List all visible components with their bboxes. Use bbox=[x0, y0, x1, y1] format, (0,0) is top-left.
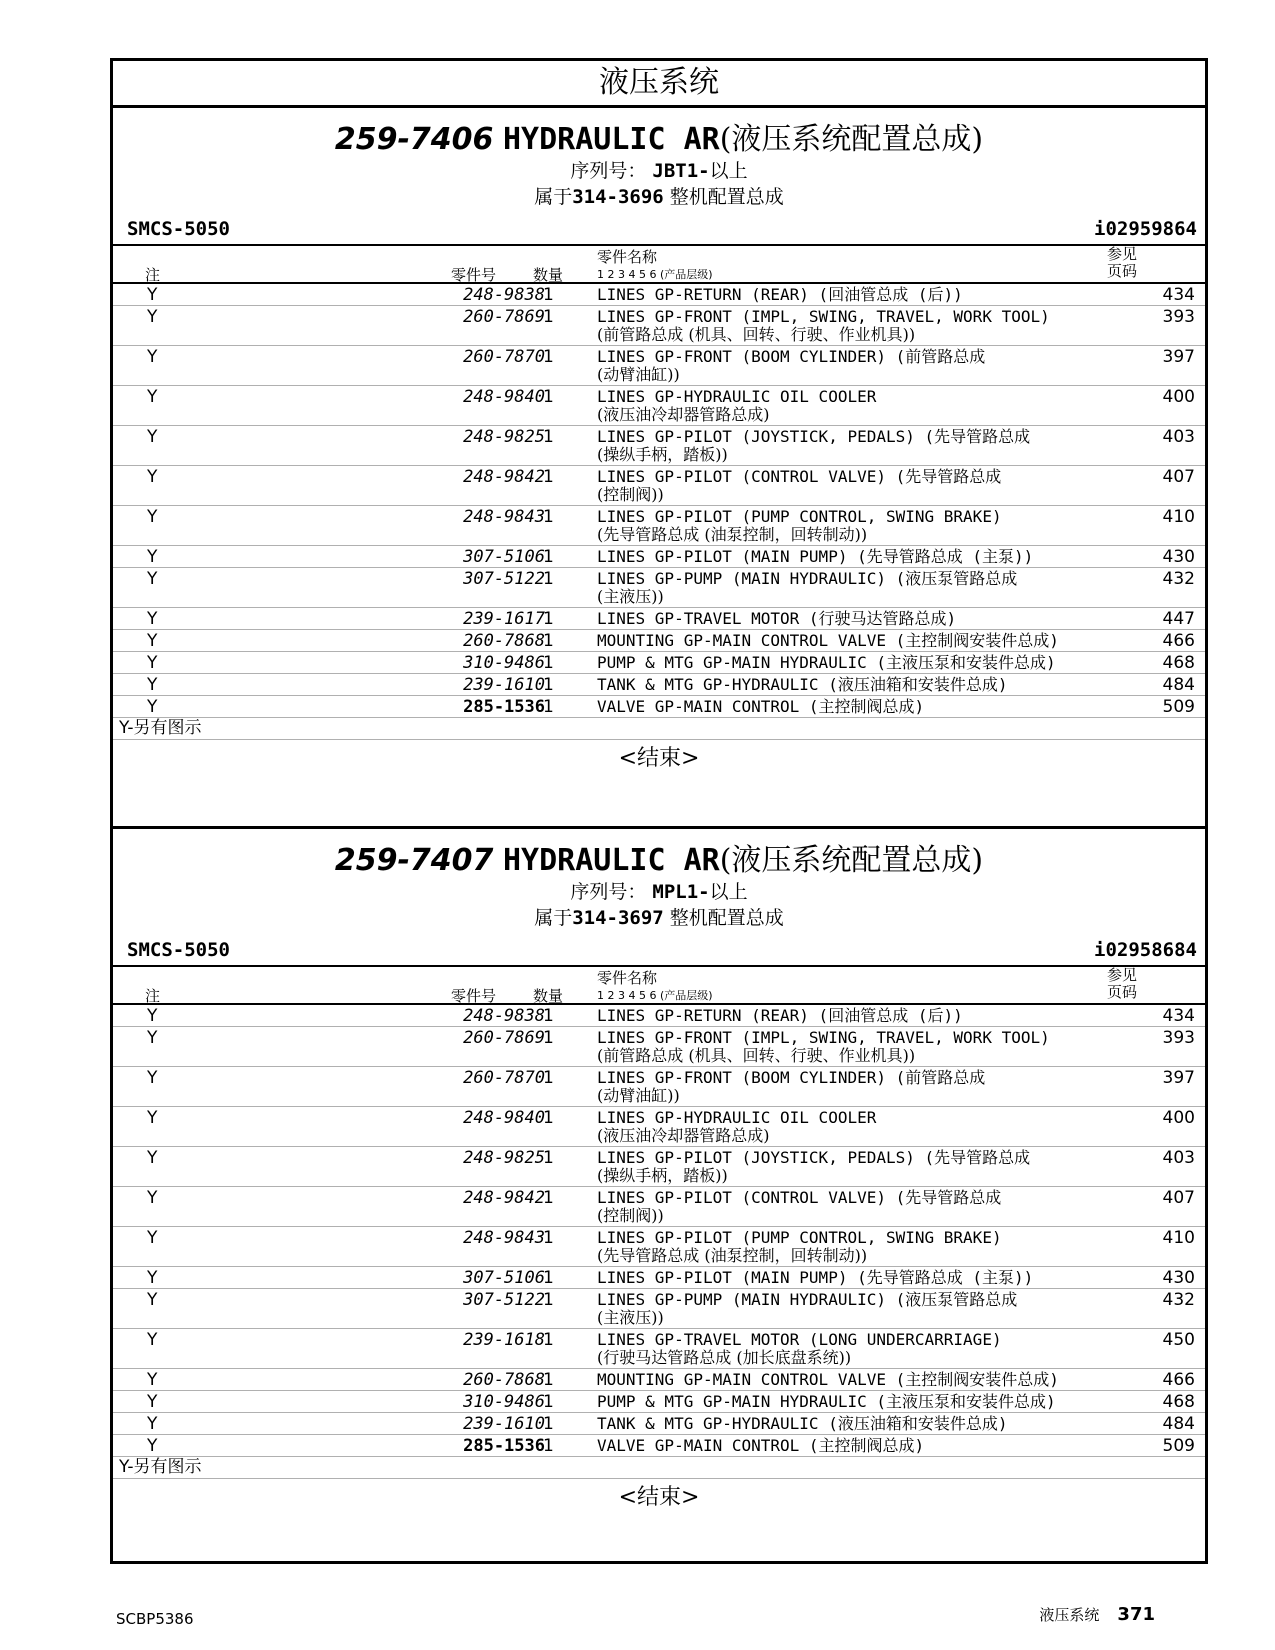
note-cell: Y bbox=[147, 569, 158, 589]
qty-cell: 1 bbox=[543, 1290, 554, 1310]
table-row bbox=[113, 426, 1205, 466]
page-heading: 液压系统 bbox=[113, 61, 1205, 108]
description-line-2: (主液压)) bbox=[597, 587, 664, 606]
part-number-cell: 285-1536 bbox=[463, 1436, 545, 1456]
ref-page-cell: 450 bbox=[1162, 1330, 1195, 1350]
part-number-cell: 248-9843 bbox=[463, 507, 545, 527]
part-number-cell: 248-9843 bbox=[463, 1228, 545, 1248]
part-number-cell: 248-9842 bbox=[463, 467, 545, 487]
ref-page-cell: 468 bbox=[1162, 653, 1195, 673]
table-row bbox=[113, 386, 1205, 426]
note-cell: Y bbox=[147, 1436, 158, 1456]
serial-value: JBT1- bbox=[652, 160, 710, 182]
note-cell: Y bbox=[147, 631, 158, 651]
note-cell: Y bbox=[147, 1414, 158, 1434]
qty-cell: 1 bbox=[543, 1330, 554, 1350]
parent-number: 314-3696 bbox=[572, 186, 664, 208]
ref-page-cell: 400 bbox=[1162, 1108, 1195, 1128]
description-line-2: (先导管路总成 (油泵控制，回转制动)) bbox=[597, 525, 868, 544]
description-cell bbox=[597, 308, 1097, 344]
serial-line bbox=[113, 158, 1205, 184]
description-cell bbox=[597, 1109, 1097, 1145]
part-number-cell: 260-7870 bbox=[463, 1068, 545, 1088]
qty-cell: 1 bbox=[543, 1414, 554, 1434]
description-line: LINES GP-PILOT (PUMP CONTROL, SWING BRAKE) bbox=[597, 1228, 1002, 1247]
section-number: 259-7406 bbox=[334, 122, 494, 157]
description-line: PUMP & MTG GP-MAIN HYDRAULIC (主液压泵和安装件总成) bbox=[597, 1392, 1056, 1411]
qty-cell: 1 bbox=[543, 1188, 554, 1208]
table-row bbox=[113, 466, 1205, 506]
part-number-cell: 307-5106 bbox=[463, 547, 545, 567]
qty-cell: 1 bbox=[543, 1370, 554, 1390]
description-line: LINES GP-PILOT (JOYSTICK, PEDALS) (先导管路总成 bbox=[597, 427, 1031, 446]
qty-cell: 1 bbox=[543, 467, 554, 487]
qty-cell: 1 bbox=[543, 1436, 554, 1456]
description-line-2: (控制阀)) bbox=[597, 485, 664, 504]
note-cell: Y bbox=[147, 1148, 158, 1168]
description-line: LINES GP-FRONT (BOOM CYLINDER) (前管路总成 bbox=[597, 347, 986, 366]
part-number-cell: 248-9840 bbox=[463, 387, 545, 407]
serial-line bbox=[113, 879, 1205, 905]
header-part-no: 零件号 bbox=[451, 266, 497, 284]
footer-section-name: 液压系统 bbox=[1039, 1606, 1100, 1624]
description-line: LINES GP-PUMP (MAIN HYDRAULIC) (液压泵管路总成 bbox=[597, 569, 1018, 588]
description-line: MOUNTING GP-MAIN CONTROL VALVE (主控制阀安装件总成) bbox=[597, 631, 1059, 650]
qty-cell: 1 bbox=[543, 609, 554, 629]
parent-suffix: 整机配置总成 bbox=[669, 907, 784, 929]
footnote: Y-另有图示 bbox=[113, 1457, 1205, 1479]
part-number-cell: 239-1610 bbox=[463, 1414, 545, 1434]
part-number-cell: 239-1610 bbox=[463, 675, 545, 695]
header-ref-line1: 参见 bbox=[1107, 245, 1138, 263]
part-number-cell: 248-9838 bbox=[463, 285, 545, 305]
ref-page-cell: 403 bbox=[1162, 1148, 1195, 1168]
note-cell: Y bbox=[147, 1330, 158, 1350]
header-desc: 零件名称 bbox=[597, 248, 658, 266]
table-row bbox=[113, 1267, 1205, 1289]
footnote: Y-另有图示 bbox=[113, 718, 1205, 740]
description-line-2: (行驶马达管路总成 (加长底盘系统)) bbox=[597, 1348, 852, 1367]
header-ref-line2: 页码 bbox=[1107, 262, 1138, 280]
part-number-cell: 285-1536 bbox=[463, 697, 545, 717]
description-cell bbox=[597, 1291, 1097, 1327]
ref-page-cell: 403 bbox=[1162, 427, 1195, 447]
description-line: LINES GP-PILOT (JOYSTICK, PEDALS) (先导管路总成 bbox=[597, 1148, 1031, 1167]
note-cell: Y bbox=[147, 467, 158, 487]
description-line-2: (前管路总成 (机具、回转、行驶、作业机具)) bbox=[597, 1046, 916, 1065]
smcs-code: SMCS-5050 bbox=[127, 218, 230, 240]
qty-cell: 1 bbox=[543, 347, 554, 367]
qty-cell: 1 bbox=[543, 653, 554, 673]
table-row bbox=[113, 1289, 1205, 1329]
description-line: LINES GP-PILOT (MAIN PUMP) (先导管路总成 (主泵)) bbox=[597, 1268, 1034, 1287]
description-line-2: (液压油冷却器管路总成) bbox=[597, 405, 770, 424]
description-line-2: (动臂油缸)) bbox=[597, 365, 680, 384]
ref-page-cell: 397 bbox=[1162, 1068, 1195, 1088]
description-line-2: (动臂油缸)) bbox=[597, 1086, 680, 1105]
ref-page-cell: 447 bbox=[1162, 609, 1195, 629]
table-header bbox=[113, 246, 1205, 284]
note-cell: Y bbox=[147, 675, 158, 695]
part-number-cell: 310-9486 bbox=[463, 653, 545, 673]
description-cell bbox=[597, 468, 1097, 504]
description-cell bbox=[597, 348, 1097, 384]
parent-number: 314-3697 bbox=[572, 907, 664, 929]
section-number: 259-7407 bbox=[334, 843, 494, 878]
parent-line bbox=[113, 184, 1205, 210]
section-name-cn: (液压系统配置总成) bbox=[719, 843, 984, 878]
note-cell: Y bbox=[147, 1006, 158, 1026]
description-line: PUMP & MTG GP-MAIN HYDRAULIC (主液压泵和安装件总成) bbox=[597, 653, 1056, 672]
section-259-7407 bbox=[113, 829, 1205, 1562]
header-qty: 数量 bbox=[533, 987, 564, 1005]
description-cell bbox=[597, 1331, 1097, 1367]
note-cell: Y bbox=[147, 427, 158, 447]
header-part-no: 零件号 bbox=[451, 987, 497, 1005]
description-cell bbox=[597, 1437, 1097, 1455]
description-line: MOUNTING GP-MAIN CONTROL VALVE (主控制阀安装件总成) bbox=[597, 1370, 1059, 1389]
ref-page-cell: 466 bbox=[1162, 1370, 1195, 1390]
description-line: LINES GP-RETURN (REAR) (回油管总成 (后)) bbox=[597, 285, 963, 304]
parts-table-body bbox=[113, 1005, 1205, 1457]
header-ref bbox=[1107, 246, 1137, 280]
note-cell: Y bbox=[147, 1028, 158, 1048]
table-row bbox=[113, 1329, 1205, 1369]
parent-prefix: 属于 bbox=[534, 186, 573, 208]
table-row bbox=[113, 1067, 1205, 1107]
note-cell: Y bbox=[147, 609, 158, 629]
section-name: HYDRAULIC AR bbox=[502, 122, 720, 157]
ref-page-cell: 410 bbox=[1162, 507, 1195, 527]
ref-page-cell: 432 bbox=[1162, 1290, 1195, 1310]
table-row bbox=[113, 506, 1205, 546]
ref-page-cell: 407 bbox=[1162, 467, 1195, 487]
table-row bbox=[113, 1027, 1205, 1067]
description-line-2: (控制阀)) bbox=[597, 1206, 664, 1225]
description-line-2: (操纵手柄，踏板)) bbox=[597, 445, 728, 464]
ref-page-cell: 509 bbox=[1162, 697, 1195, 717]
description-line: LINES GP-PILOT (PUMP CONTROL, SWING BRAKE) bbox=[597, 507, 1002, 526]
ref-page-cell: 434 bbox=[1162, 285, 1195, 305]
part-number-cell: 239-1617 bbox=[463, 609, 545, 629]
description-line: LINES GP-PILOT (CONTROL VALVE) (先导管路总成 bbox=[597, 467, 1002, 486]
part-number-cell: 260-7868 bbox=[463, 631, 545, 651]
table-row bbox=[113, 1187, 1205, 1227]
qty-cell: 1 bbox=[543, 1148, 554, 1168]
ref-page-cell: 466 bbox=[1162, 631, 1195, 651]
description-cell bbox=[597, 548, 1097, 566]
description-line: TANK & MTG GP-HYDRAULIC (液压油箱和安装件总成) bbox=[597, 675, 1008, 694]
page-footer bbox=[1039, 1604, 1155, 1625]
qty-cell: 1 bbox=[543, 1268, 554, 1288]
description-cell bbox=[597, 1189, 1097, 1225]
qty-cell: 1 bbox=[543, 307, 554, 327]
description-cell bbox=[597, 1069, 1097, 1105]
description-cell bbox=[597, 508, 1097, 544]
description-line: LINES GP-PILOT (MAIN PUMP) (先导管路总成 (主泵)) bbox=[597, 547, 1034, 566]
header-ref bbox=[1107, 967, 1137, 1001]
table-row bbox=[113, 696, 1205, 718]
table-row bbox=[113, 1413, 1205, 1435]
note-cell: Y bbox=[147, 507, 158, 527]
note-cell: Y bbox=[147, 1268, 158, 1288]
description-line: LINES GP-HYDRAULIC OIL COOLER bbox=[597, 387, 877, 406]
end-mark: <结束> bbox=[618, 746, 700, 771]
note-cell: Y bbox=[147, 307, 158, 327]
part-number-cell: 307-5122 bbox=[463, 569, 545, 589]
ref-page-cell: 407 bbox=[1162, 1188, 1195, 1208]
table-row bbox=[113, 674, 1205, 696]
qty-cell: 1 bbox=[543, 1068, 554, 1088]
part-number-cell: 248-9825 bbox=[463, 1148, 545, 1168]
section-name: HYDRAULIC AR bbox=[502, 843, 720, 878]
note-cell: Y bbox=[147, 1228, 158, 1248]
doc-code: SCBP5386 bbox=[116, 1610, 194, 1628]
description-line: LINES GP-FRONT (BOOM CYLINDER) (前管路总成 bbox=[597, 1068, 986, 1087]
description-cell bbox=[597, 1269, 1097, 1287]
table-row bbox=[113, 1369, 1205, 1391]
description-cell bbox=[597, 1371, 1097, 1389]
illustration-id: i02958684 bbox=[1094, 939, 1197, 961]
header-qty: 数量 bbox=[533, 266, 564, 284]
ref-page-cell: 393 bbox=[1162, 1028, 1195, 1048]
serial-suffix: 以上 bbox=[709, 881, 748, 903]
header-ref-line1: 参见 bbox=[1107, 966, 1138, 984]
description-line: LINES GP-TRAVEL MOTOR (LONG UNDERCARRIAGE) bbox=[597, 1330, 1002, 1349]
table-row bbox=[113, 1147, 1205, 1187]
table-row bbox=[113, 1435, 1205, 1457]
qty-cell: 1 bbox=[543, 1228, 554, 1248]
qty-cell: 1 bbox=[543, 507, 554, 527]
smcs-row bbox=[113, 214, 1205, 246]
header-note: 注 bbox=[145, 266, 161, 284]
qty-cell: 1 bbox=[543, 697, 554, 717]
qty-cell: 1 bbox=[543, 675, 554, 695]
part-number-cell: 260-7868 bbox=[463, 1370, 545, 1390]
parent-line bbox=[113, 905, 1205, 931]
qty-cell: 1 bbox=[543, 569, 554, 589]
table-row bbox=[113, 1227, 1205, 1267]
header-ref-line2: 页码 bbox=[1107, 983, 1138, 1001]
description-line-2: (主液压)) bbox=[597, 1308, 664, 1327]
parent-prefix: 属于 bbox=[534, 907, 573, 929]
part-number-cell: 248-9838 bbox=[463, 1006, 545, 1026]
serial-suffix: 以上 bbox=[709, 160, 748, 182]
description-line-2: (操纵手柄，踏板)) bbox=[597, 1166, 728, 1185]
ref-page-cell: 484 bbox=[1162, 675, 1195, 695]
part-number-cell: 260-7869 bbox=[463, 307, 545, 327]
section-title bbox=[113, 829, 1205, 879]
end-mark: <结束> bbox=[618, 1485, 700, 1510]
note-cell: Y bbox=[147, 347, 158, 367]
qty-cell: 1 bbox=[543, 631, 554, 651]
description-line: VALVE GP-MAIN CONTROL (主控制阀总成) bbox=[597, 1436, 925, 1455]
description-cell bbox=[597, 1393, 1097, 1411]
page-number: 371 bbox=[1117, 1604, 1155, 1625]
description-cell bbox=[597, 610, 1097, 628]
qty-cell: 1 bbox=[543, 427, 554, 447]
note-cell: Y bbox=[147, 653, 158, 673]
description-cell bbox=[597, 676, 1097, 694]
ref-page-cell: 430 bbox=[1162, 547, 1195, 567]
note-cell: Y bbox=[147, 1370, 158, 1390]
description-line: LINES GP-PUMP (MAIN HYDRAULIC) (液压泵管路总成 bbox=[597, 1290, 1018, 1309]
ref-page-cell: 430 bbox=[1162, 1268, 1195, 1288]
note-cell: Y bbox=[147, 1188, 158, 1208]
smcs-row bbox=[113, 935, 1205, 967]
ref-page-cell: 400 bbox=[1162, 387, 1195, 407]
description-line: LINES GP-RETURN (REAR) (回油管总成 (后)) bbox=[597, 1006, 963, 1025]
table-row bbox=[113, 1005, 1205, 1027]
table-row bbox=[113, 306, 1205, 346]
description-cell bbox=[597, 1149, 1097, 1185]
description-line: LINES GP-HYDRAULIC OIL COOLER bbox=[597, 1108, 877, 1127]
ref-page-cell: 410 bbox=[1162, 1228, 1195, 1248]
header-desc: 零件名称 bbox=[597, 969, 658, 987]
description-cell bbox=[597, 388, 1097, 424]
parts-table-body bbox=[113, 284, 1205, 718]
description-cell bbox=[597, 654, 1097, 672]
note-cell: Y bbox=[147, 1392, 158, 1412]
page-frame bbox=[110, 58, 1208, 1564]
note-cell: Y bbox=[147, 697, 158, 717]
description-cell bbox=[597, 698, 1097, 716]
description-line-2: (前管路总成 (机具、回转、行驶、作业机具)) bbox=[597, 325, 916, 344]
part-number-cell: 307-5106 bbox=[463, 1268, 545, 1288]
description-cell bbox=[597, 1029, 1097, 1065]
ref-page-cell: 484 bbox=[1162, 1414, 1195, 1434]
section-name-cn: (液压系统配置总成) bbox=[719, 122, 984, 157]
note-cell: Y bbox=[147, 1068, 158, 1088]
note-cell: Y bbox=[147, 547, 158, 567]
description-cell bbox=[597, 428, 1097, 464]
description-cell bbox=[597, 570, 1097, 606]
description-line: LINES GP-FRONT (IMPL, SWING, TRAVEL, WORK TOOL) bbox=[597, 1028, 1050, 1047]
table-row bbox=[113, 652, 1205, 674]
qty-cell: 1 bbox=[543, 547, 554, 567]
section-title bbox=[113, 108, 1205, 158]
ref-page-cell: 434 bbox=[1162, 1006, 1195, 1026]
table-row bbox=[113, 1107, 1205, 1147]
description-line: LINES GP-TRAVEL MOTOR (行驶马达管路总成) bbox=[597, 609, 957, 628]
part-number-cell: 248-9840 bbox=[463, 1108, 545, 1128]
ref-page-cell: 468 bbox=[1162, 1392, 1195, 1412]
description-cell bbox=[597, 1415, 1097, 1433]
header-levels: 1 2 3 4 5 6 (产品层级) bbox=[597, 989, 713, 1002]
note-cell: Y bbox=[147, 387, 158, 407]
description-line: VALVE GP-MAIN CONTROL (主控制阀总成) bbox=[597, 697, 925, 716]
header-levels: 1 2 3 4 5 6 (产品层级) bbox=[597, 268, 713, 281]
table-row bbox=[113, 546, 1205, 568]
part-number-cell: 239-1618 bbox=[463, 1330, 545, 1350]
qty-cell: 1 bbox=[543, 387, 554, 407]
table-row bbox=[113, 630, 1205, 652]
parent-suffix: 整机配置总成 bbox=[669, 186, 784, 208]
serial-label: 序列号： bbox=[570, 881, 647, 903]
part-number-cell: 260-7870 bbox=[463, 347, 545, 367]
description-line-2: (液压油冷却器管路总成) bbox=[597, 1126, 770, 1145]
description-line: TANK & MTG GP-HYDRAULIC (液压油箱和安装件总成) bbox=[597, 1414, 1008, 1433]
ref-page-cell: 432 bbox=[1162, 569, 1195, 589]
illustration-id: i02959864 bbox=[1094, 218, 1197, 240]
note-cell: Y bbox=[147, 1108, 158, 1128]
table-row bbox=[113, 1391, 1205, 1413]
qty-cell: 1 bbox=[543, 1006, 554, 1026]
table-header bbox=[113, 967, 1205, 1005]
section-259-7406 bbox=[113, 108, 1205, 829]
smcs-code: SMCS-5050 bbox=[127, 939, 230, 961]
description-cell bbox=[597, 286, 1097, 304]
ref-page-cell: 393 bbox=[1162, 307, 1195, 327]
ref-page-cell: 397 bbox=[1162, 347, 1195, 367]
description-line: LINES GP-FRONT (IMPL, SWING, TRAVEL, WORK TOOL) bbox=[597, 307, 1050, 326]
description-cell bbox=[597, 1229, 1097, 1265]
part-number-cell: 310-9486 bbox=[463, 1392, 545, 1412]
part-number-cell: 248-9842 bbox=[463, 1188, 545, 1208]
qty-cell: 1 bbox=[543, 1392, 554, 1412]
header-note: 注 bbox=[145, 987, 161, 1005]
table-row bbox=[113, 284, 1205, 306]
note-cell: Y bbox=[147, 285, 158, 305]
table-row bbox=[113, 346, 1205, 386]
qty-cell: 1 bbox=[543, 1108, 554, 1128]
description-cell bbox=[597, 1007, 1097, 1025]
serial-label: 序列号： bbox=[570, 160, 647, 182]
part-number-cell: 307-5122 bbox=[463, 1290, 545, 1310]
qty-cell: 1 bbox=[543, 1028, 554, 1048]
part-number-cell: 248-9825 bbox=[463, 427, 545, 447]
ref-page-cell: 509 bbox=[1162, 1436, 1195, 1456]
table-row bbox=[113, 568, 1205, 608]
description-line-2: (先导管路总成 (油泵控制，回转制动)) bbox=[597, 1246, 868, 1265]
serial-value: MPL1- bbox=[652, 881, 710, 903]
part-number-cell: 260-7869 bbox=[463, 1028, 545, 1048]
description-cell bbox=[597, 632, 1097, 650]
qty-cell: 1 bbox=[543, 285, 554, 305]
description-line: LINES GP-PILOT (CONTROL VALVE) (先导管路总成 bbox=[597, 1188, 1002, 1207]
table-row bbox=[113, 608, 1205, 630]
note-cell: Y bbox=[147, 1290, 158, 1310]
